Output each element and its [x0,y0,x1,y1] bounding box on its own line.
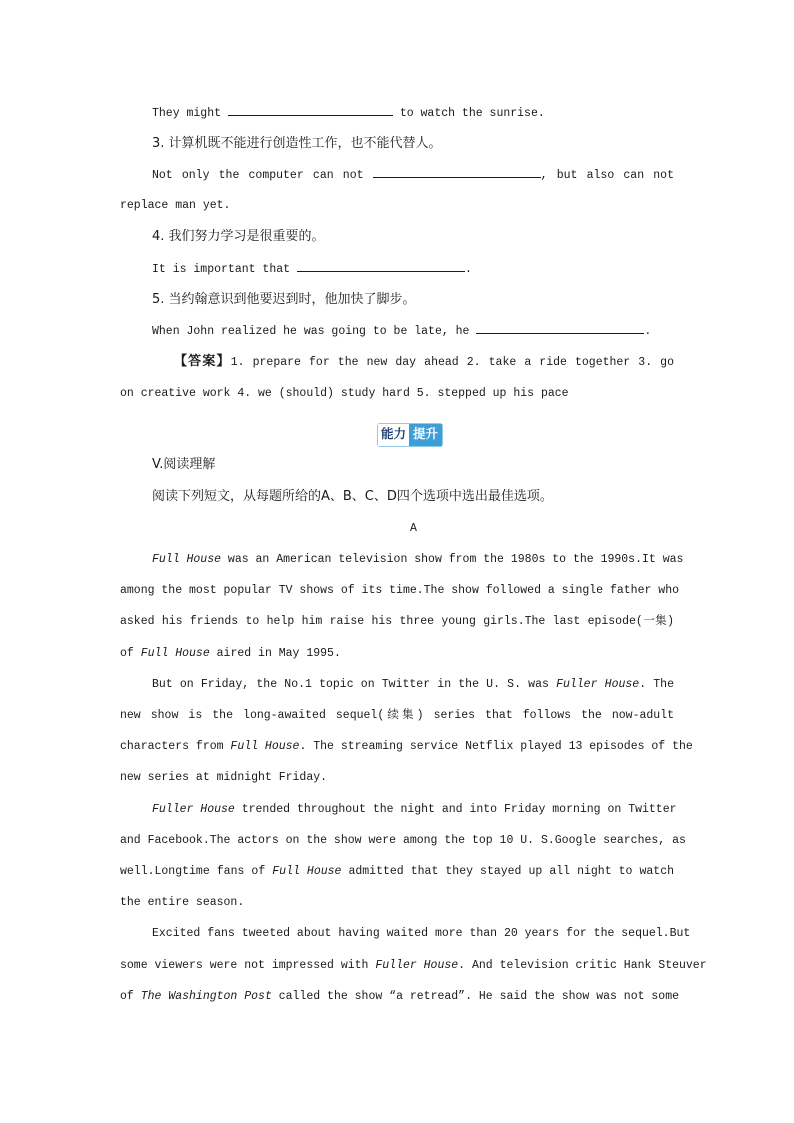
passage-p3-line: Fuller House trended throughout the night and into Friday morning on Twitter [152,803,677,816]
passage-p4-line: of The Washington Post called the show “a retread”. He said the show was not some [120,990,680,1003]
passage-p1-line: of Full House aired in May 1995. [120,647,341,660]
answer-blank [476,321,644,334]
ex3-sentence-cont: replace man yet. [120,199,231,212]
passage-p4-line: Excited fans tweeted about having waited more than 20 years for the sequel.But [152,927,691,940]
passage-label: A [410,522,417,535]
answer-label: 【答案】 [174,354,231,369]
ex5-prompt: 5. 当约翰意识到他要迟到时，他加快了脚步。 [152,292,416,307]
passage-p3-line: well.Longtime fans of Full House admitted that they stayed up all night to watch [120,865,675,878]
ex2-sentence: They might to watch the sunrise. [152,103,674,123]
answer-blank [228,103,393,116]
passage-p2-line: new series at midnight Friday. [120,771,328,784]
ex5-sentence: When John realized he was going to be late, he . [152,321,674,341]
passage-p2-line: But on Friday, the No.1 topic on Twitter in the U. S. was Fuller House. The [152,678,674,691]
ex3-sentence: Not only the computer can not , but also can not [152,165,674,185]
passage-p1-line: asked his friends to help him raise his three young girls.The last episode(一集) [120,615,674,628]
ex3-prompt: 3. 计算机既不能进行创造性工作，也不能代替人。 [152,136,442,151]
answer-key-cont: on creative work 4. we (should) study hard 5. stepped up his pace [120,387,569,400]
passage-p2-line: new show is the long-awaited sequel(续集) series that follows the now-adult [120,709,674,722]
answer-key: 【答案】1. prepare for the new day ahead 2. take a ride together 3. go [174,354,674,369]
passage-p3-line: the entire season. [120,896,245,909]
passage-p1-line: among the most popular TV shows of its time.The show followed a single father who [120,584,679,597]
ability-improvement-badge: 能力 提升 [377,423,443,447]
passage-p3-line: and Facebook.The actors on the show were among the top 10 U. S.Google searches, as [120,834,686,847]
answer-blank [297,259,465,272]
ex4-prompt: 4. 我们努力学习是很重要的。 [152,229,325,244]
section-title: V.阅读理解 [152,457,216,472]
passage-p4-line: some viewers were not impressed with Fuller House. And television critic Hank Steuver [120,959,707,972]
ex4-sentence: It is important that . [152,259,674,279]
passage-p1-line: Full House was an American television show from the 1980s to the 1990s.It was [152,553,684,566]
section-instruction: 阅读下列短文，从每题所给的A、B、C、D四个选项中选出最佳选项。 [152,489,553,504]
answer-blank [373,165,541,178]
passage-p2-line: characters from Full House. The streaming service Netflix played 13 episodes of the [120,740,693,753]
